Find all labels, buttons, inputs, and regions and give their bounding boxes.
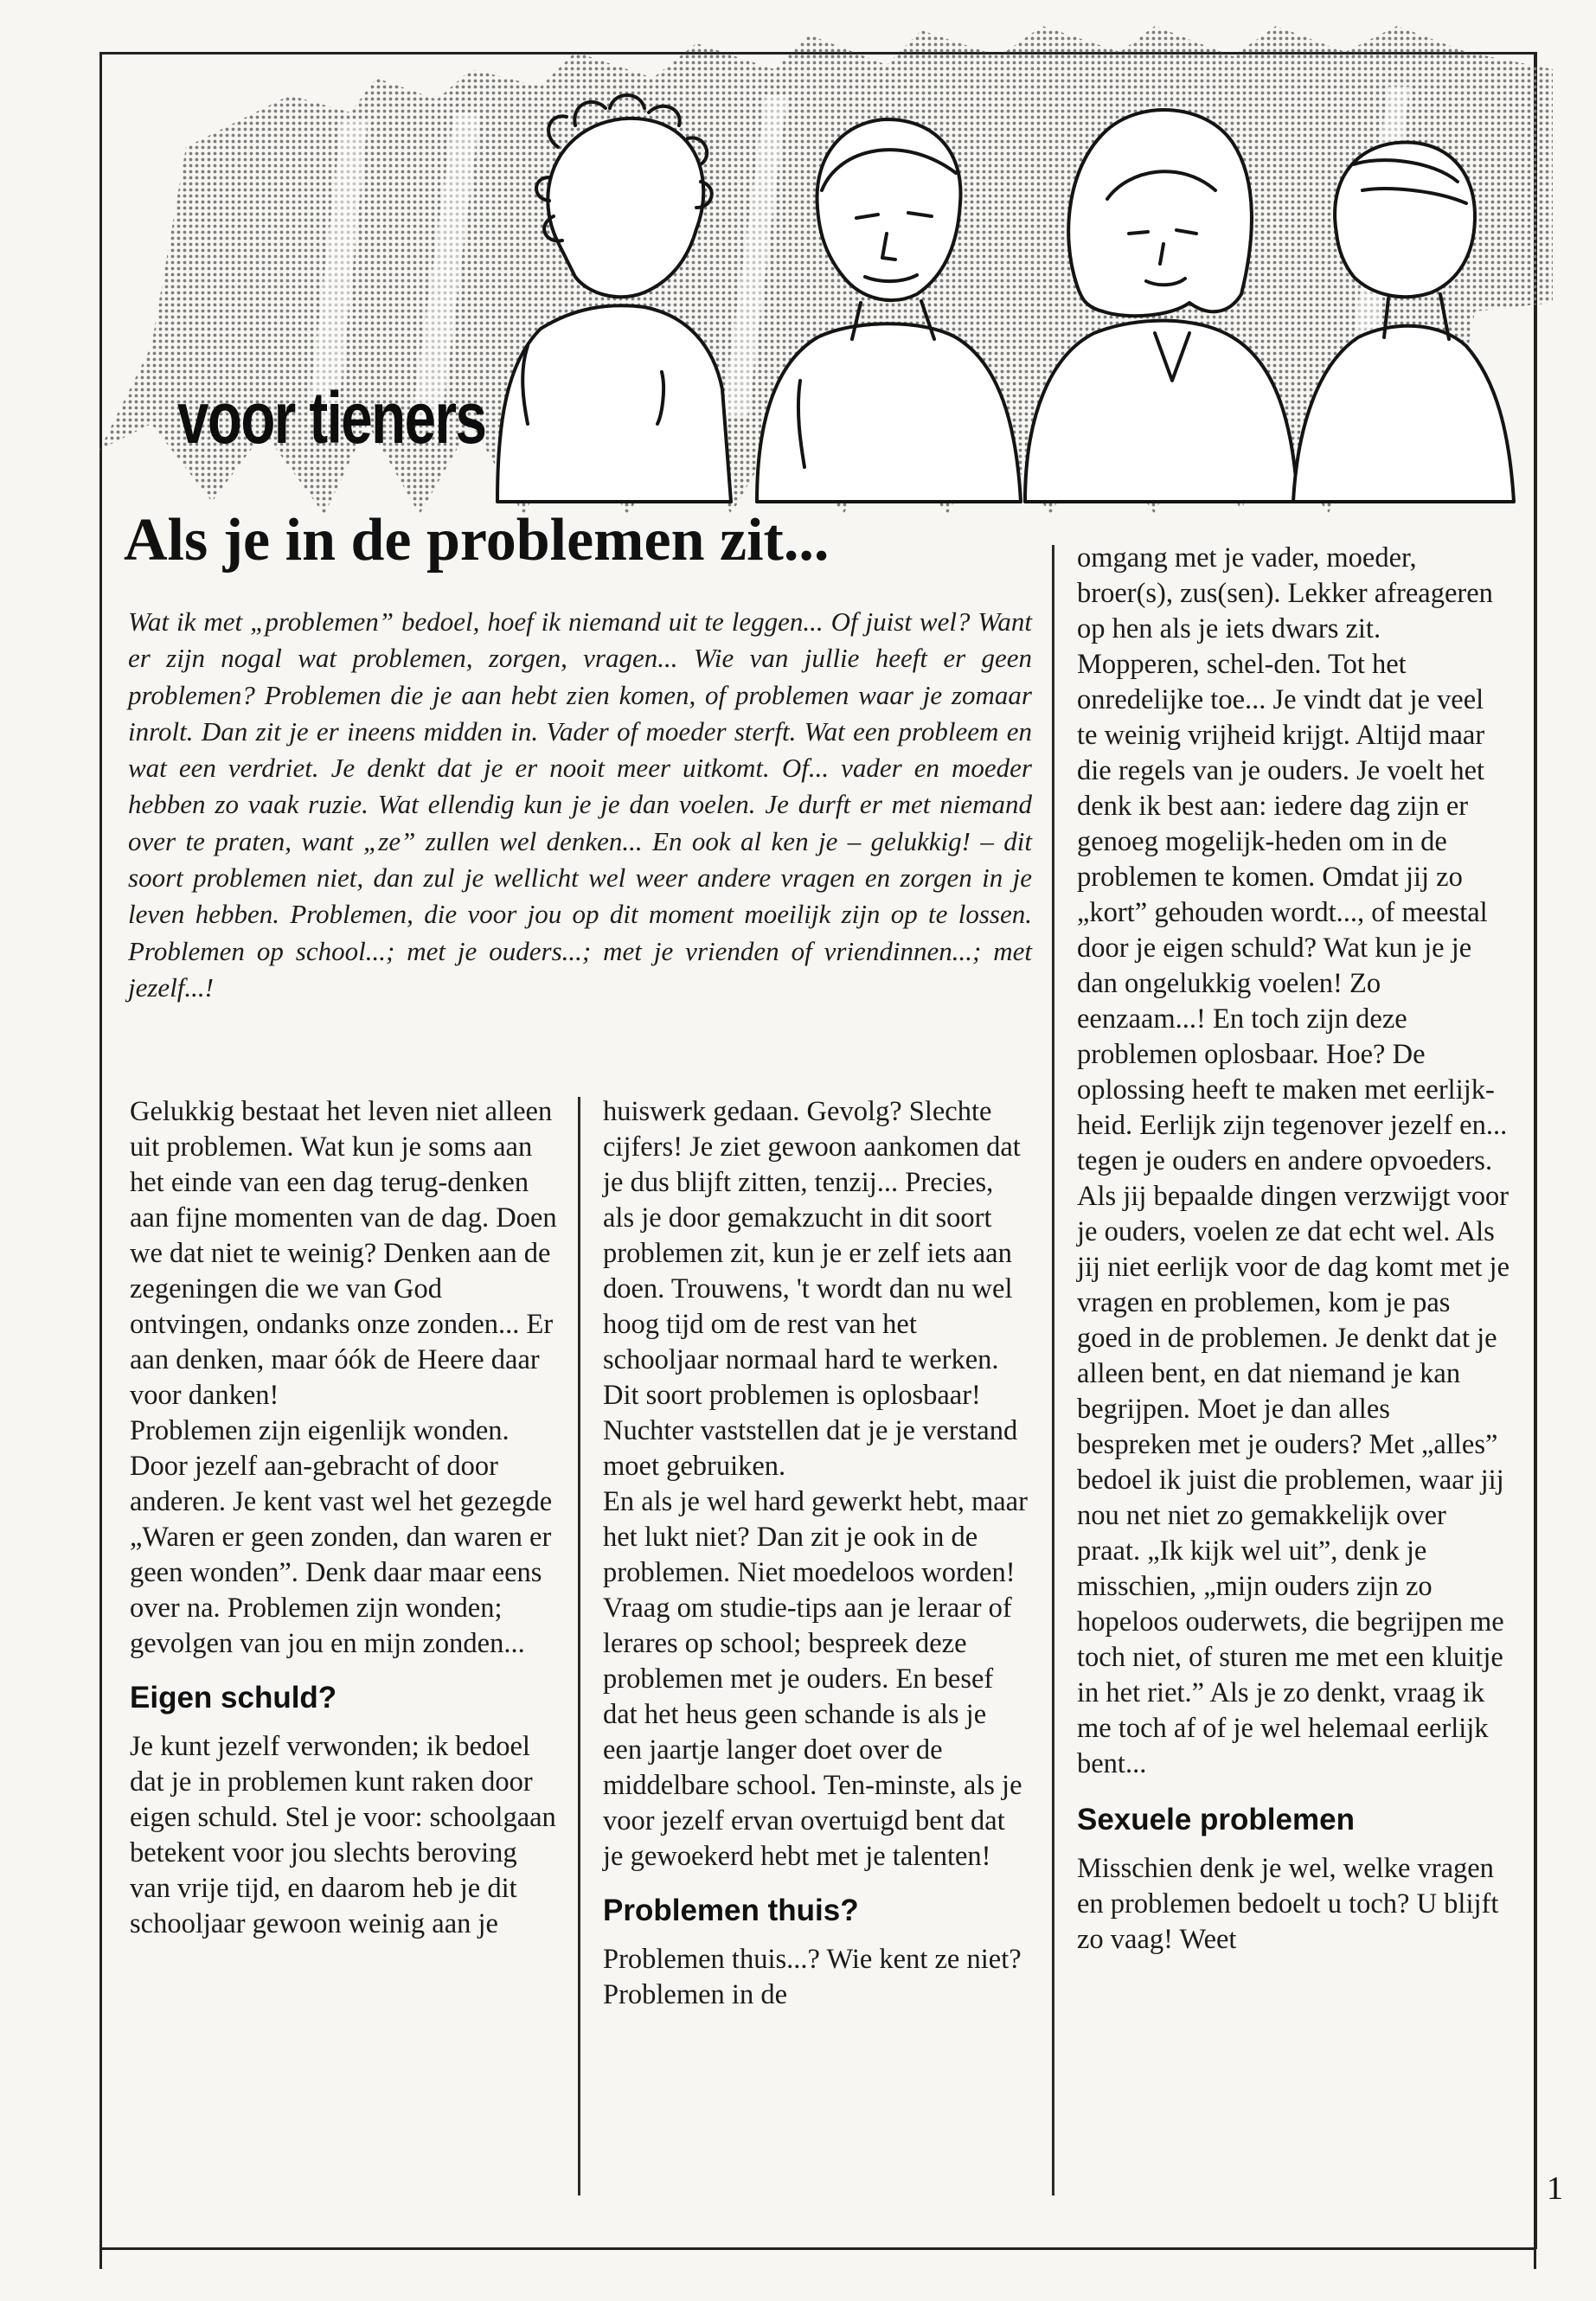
page-frame-bottom xyxy=(99,2247,1535,2250)
page-number: 1 xyxy=(1547,2170,1563,2207)
paragraph: Problemen zijn eigenlijk wonden. Door jezelf aan-gebracht of door anderen. Je kent vast wel het gezegde „Waren er geen zonden, dan waren er geen wonden”. Denk daar maar eens over na. Problemen zijn wonden; gevolgen van jou en mijn zonden... xyxy=(130,1415,553,1659)
paragraph: En als je wel hard gewerkt hebt, maar het lukt niet? Dan zit je ook in de problemen. Niet moedeloos worden! Vraag om studie-tips aan je leraar of lerares op school; bespreek deze problemen met je ouders. En besef dat het heus geen schande is als je een jaartje langer doet over de middelbare school. Ten-minste, als je voor jezelf ervan overtuigd bent dat je gewoekerd hebt met je talenten! xyxy=(603,1486,1028,1872)
paragraph: Je kunt jezelf verwonden; ik bedoel dat je in problemen kunt raken door eigen schuld. Stel je voor: schoolgaan betekent voor jou slechts beroving van vrije tijd, en daarom heb je dit schooljaar gewoon weinig aan je xyxy=(130,1731,556,1939)
paragraph: huiswerk gedaan. Gevolg? Slechte cijfers! Je ziet gewoon aankomen dat je dus blijft zitten, tenzij... Precies, als je door gemakzucht in dit soort problemen zit, kun je er zelf iets aan doen. Trouwens, 't wordt dan nu wel hoog tijd om de rest van het schooljaar normaal hard te werken. Dit soort problemen is oplosbaar! Nuchter vaststellen dat je je verstand moet gebruiken. xyxy=(603,1096,1021,1482)
section-tag: voor tieners xyxy=(177,377,486,458)
column-rule-2 xyxy=(1052,545,1054,2195)
subheading-eigen-schuld: Eigen schuld? xyxy=(130,1681,337,1715)
paragraph: Misschien denk je wel, welke vragen en problemen bedoelt u toch? U blijft zo vaag! Weet xyxy=(1077,1853,1499,1955)
column-3 xyxy=(1077,541,1509,1958)
subheading-sexuele-problemen: Sexuele problemen xyxy=(1077,1803,1355,1836)
column-rule-1 xyxy=(578,1097,580,2195)
subheading-problemen-thuis: Problemen thuis? xyxy=(603,1894,859,1927)
article-intro: Wat ik met „problemen” bedoel, hoef ik niemand uit te leggen... Of juist wel? Want er zijn nogal wat problemen, zorgen, vragen... Wie van jullie heeft er geen problemen? Problemen die je aan hebt zien komen, of problemen waar je zomaar inrolt. Dan zit je er ineens midden in. Vader of moeder sterft. Wat een probleem en wat een verdriet. Je denkt dat je er nooit meer uitkomt. Of... vader en moeder hebben zo vaak ruzie. Wat ellendig kun je je dan voelen. Je durft er met niemand over te praten, want „ze” zullen wel denken... En ook al ken je – gelukkig! – dit soort problemen niet, dan zul je wellicht wel weer andere vragen en zorgen in je leven hebben. Problemen, die voor jou op dit moment moeilijk zijn op te lossen. Problemen op school...; met je ouders...; met je vrienden of vriendinnen...; met jezelf...! xyxy=(128,606,1032,1003)
paragraph: Gelukkig bestaat het leven niet alleen uit problemen. Wat kun je soms aan het einde van een dag terug-denken aan fijne momenten van de dag. Doen we dat niet te weinig? Denken aan de zegeningen die we van God ontvingen, ondanks onze zonden... Er aan denken, maar óók de Heere daar voor danken! xyxy=(130,1096,557,1411)
article-title: Als je in de problemen zit... xyxy=(124,507,830,574)
paragraph: omgang met je vader, moeder, broer(s), zus(sen). Lekker afreageren op hen als je iets dwars zit. Mopperen, schel-den. Tot het onredelijke toe... Je vindt dat je veel te weinig vrijheid krijgt. Altijd maar die regels van je ouders. Je voelt het denk ik best aan: iedere dag zijn er genoeg mogelijk-heden om in de problemen te komen. Omdat jij zo „kort” gehouden wordt..., of meestal door je eigen schuld? Wat kun je je dan ongelukkig voelen! Zo eenzaam...! En toch zijn deze problemen oplosbaar. Hoe? De oplossing heeft te maken met eerlijk-heid. Eerlijk zijn tegenover jezelf en... tegen je ouders en andere opvoeders. Als jij bepaalde dingen verzwijgt voor je ouders, voelen ze dat echt wel. Als jij niet eerlijk voor de dag komt met je vragen en problemen, kom je pas goed in de problemen. Je denkt dat je alleen bent, en dat niemand je kan begrijpen. Moet je dan alles bespreken met je ouders? Met „alles” bedoel ik juist die problemen, waar jij nou net niet zo gemakkelijk over praat. „Ik kijk wel uit”, denk je misschien, „mijn ouders zijn zo hopeloos ouderwets, die begrijpen me toch niet, of sturen me met een kluitje in het riet.” Als je zo denkt, vraag ik me toch af of je wel helemaal eerlijk bent... xyxy=(1077,542,1510,1779)
column-1 xyxy=(130,1094,558,1942)
paragraph: Problemen thuis...? Wie kent ze niet? Problemen in de xyxy=(603,1944,1022,2010)
column-2 xyxy=(603,1094,1031,2013)
